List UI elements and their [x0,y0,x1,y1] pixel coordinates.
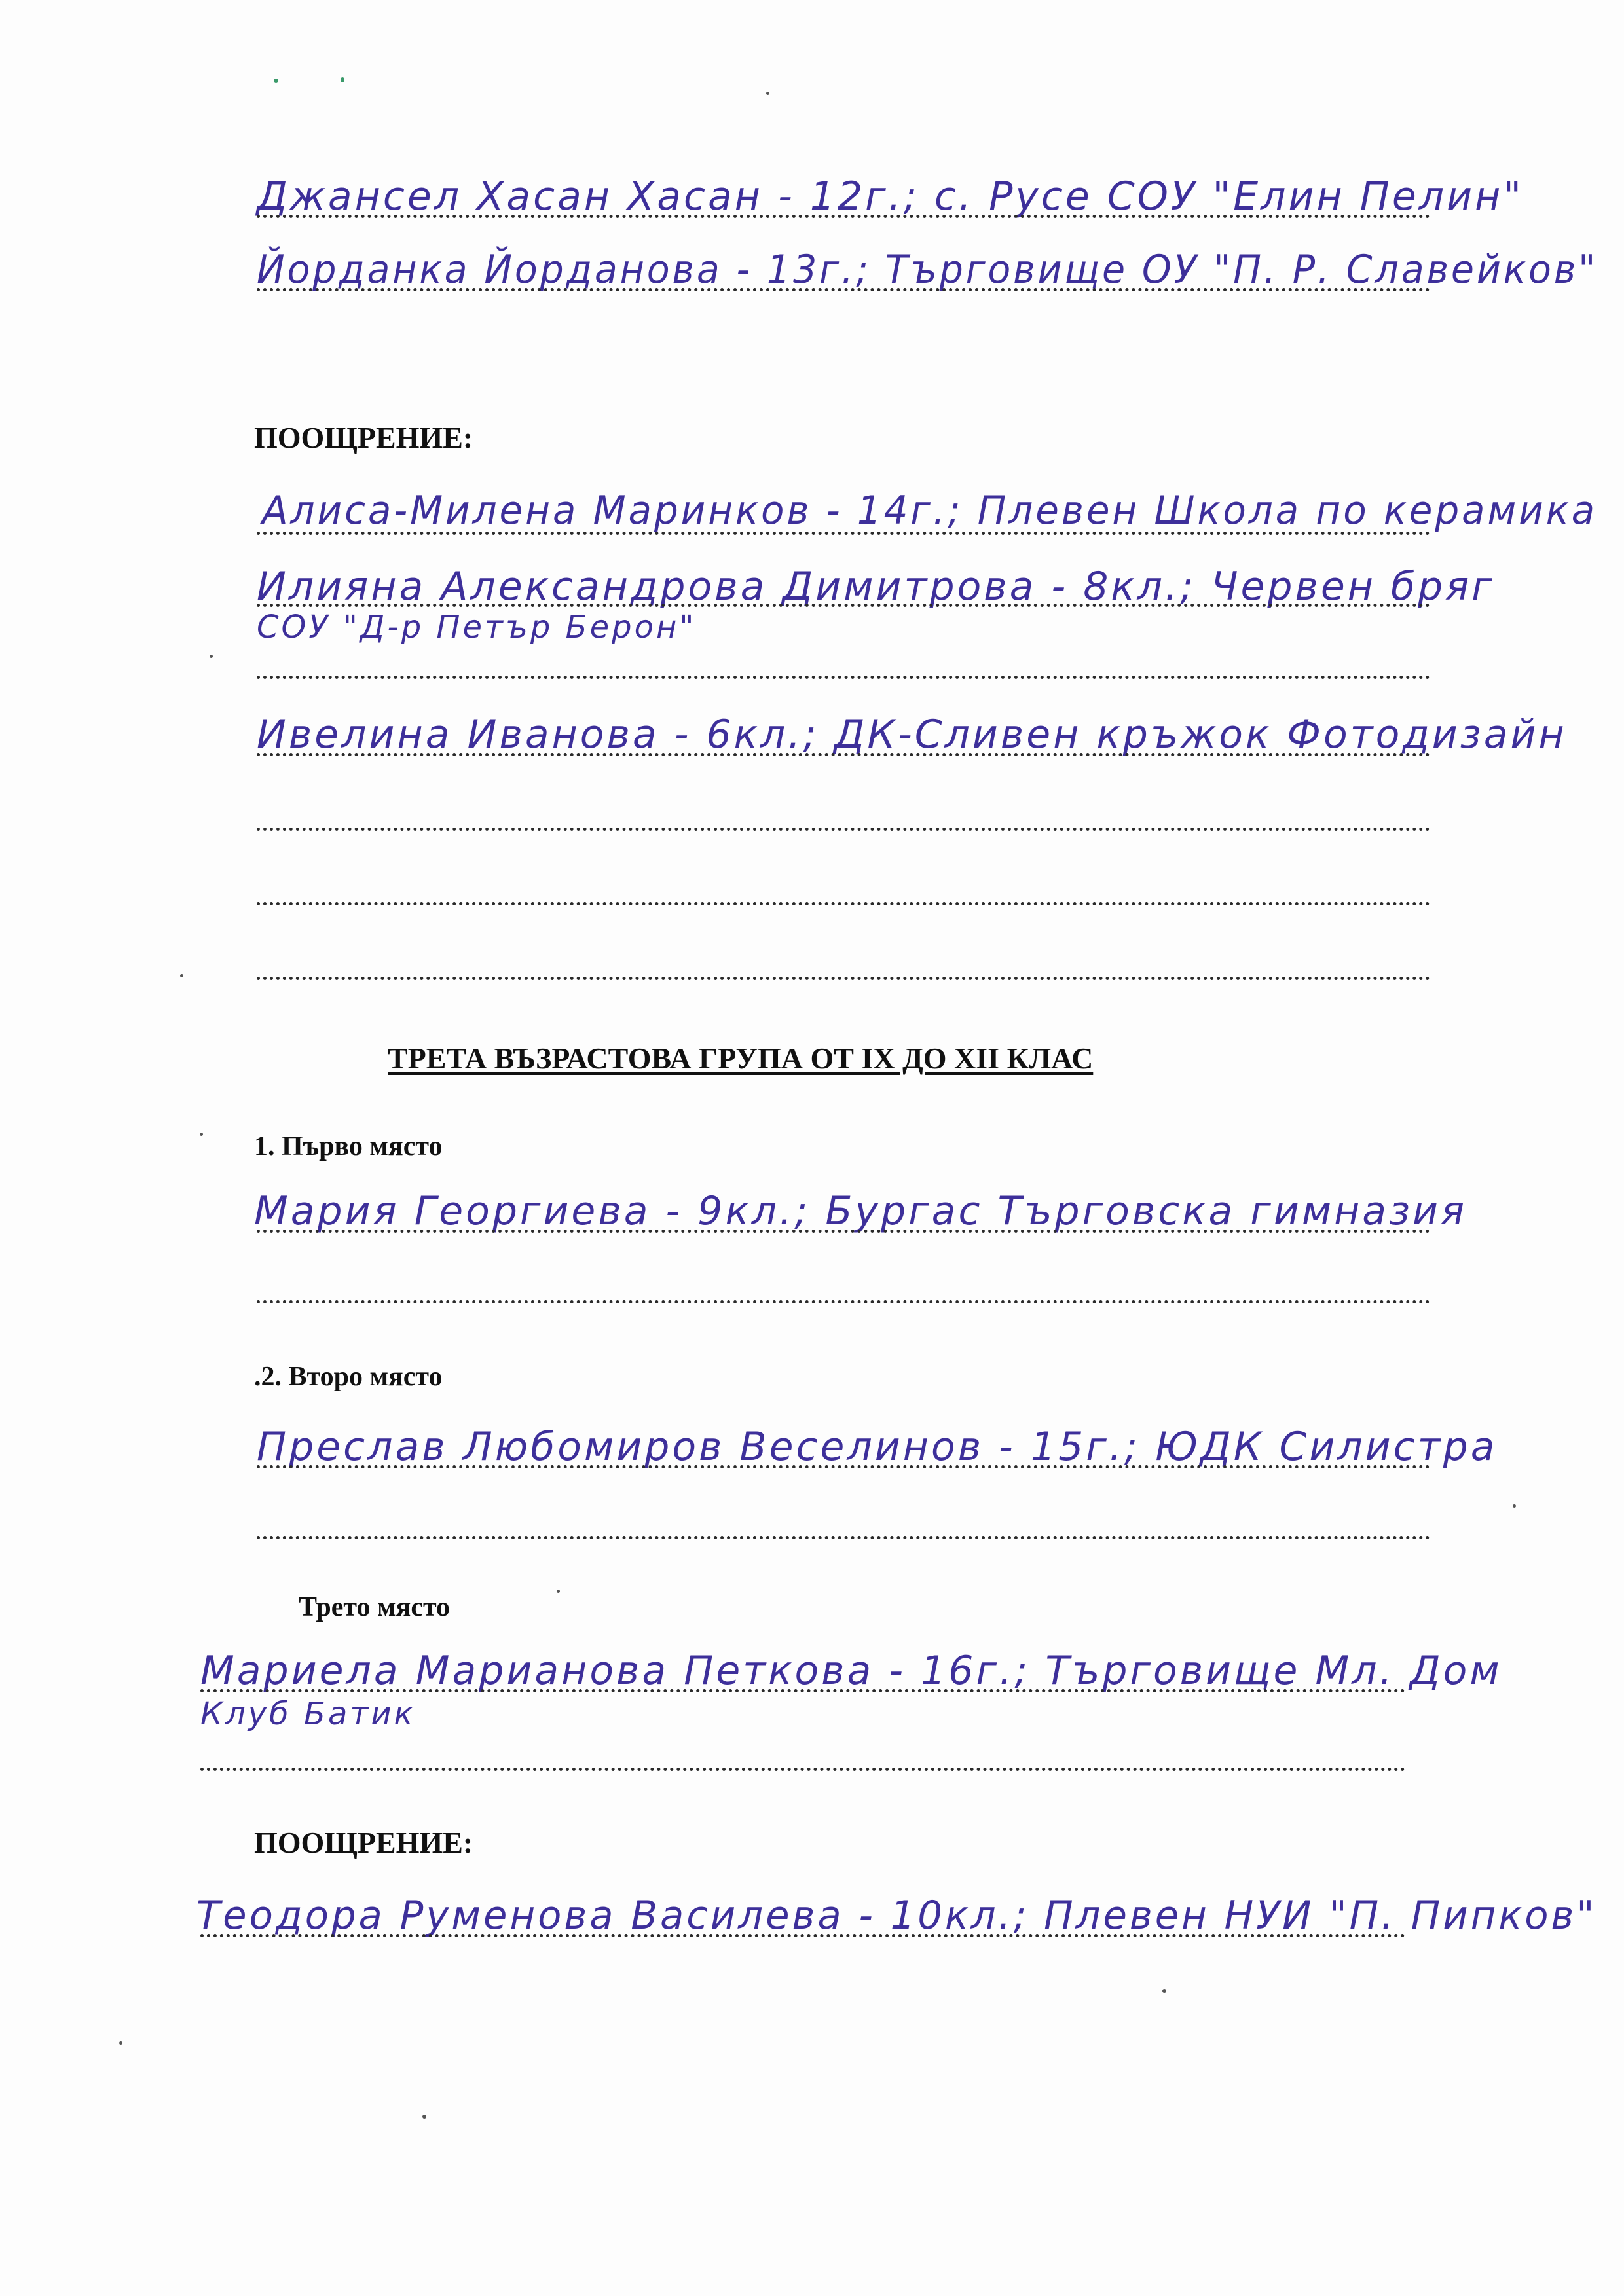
scan-speck [180,974,183,977]
age-group-title: ТРЕТА ВЪЗРАСТОВА ГРУПА ОТ IX ДО XII КЛАС [388,1042,1094,1075]
dotted-line [200,1934,1405,1937]
handwritten-entry: Мария Георгиева - 9кл.; Бургас Търговска гимназия [254,1188,1467,1234]
dotted-line [257,1300,1430,1303]
handwritten-entry: Мариела Марианова Петкова - 16г.; Търговище Мл. Дом [200,1648,1502,1694]
scan-speck [210,655,213,658]
scan-speck [200,1133,203,1136]
scan-speck [766,92,769,95]
dotted-line [257,902,1430,905]
handwritten-entry: Илияна Александрова Димитрова - 8кл.; Червен бряг [257,564,1495,610]
scan-speck [119,2041,122,2045]
handwritten-entry-continuation: СОУ "Д-р Петър Берон" [257,609,697,646]
handwritten-entry: Джансел Хасан Хасан - 12г.; с. Русе СОУ "Елин Пелин" [257,173,1524,219]
dotted-line [200,1768,1405,1771]
handwritten-entry: Преслав Любомиров Веселинов - 15г.; ЮДК Силистра [257,1424,1498,1470]
section-heading-encouragement: ПООЩРЕНИЕ: [254,421,473,454]
section-heading-encouragement: ПООЩРЕНИЕ: [254,1826,473,1859]
handwritten-entry: Ивелина Иванова - 6кл.; ДК-Сливен кръжок Фотодизайн [257,712,1567,757]
dotted-line [257,288,1430,291]
dotted-line [200,1689,1405,1692]
dotted-line [257,1465,1430,1468]
scan-speck [341,77,344,82]
dotted-line [257,1230,1430,1233]
handwritten-entry: Теодора Руменова Василева - 10кл.; Плевен НУИ "П. Пипков" [196,1893,1597,1939]
dotted-line [257,1536,1430,1539]
dotted-line [257,532,1430,535]
dotted-line [257,977,1430,980]
handwritten-entry: Алиса-Милена Маринков - 14г.; Плевен Школа по керамика [262,488,1598,534]
scan-speck [1513,1504,1516,1508]
handwritten-entry: Йорданка Йорданова - 13г.; Търговище ОУ "П. Р. Славейков" [257,247,1598,293]
third-place-label: Трето място [299,1592,451,1622]
scan-speck [422,2115,426,2119]
dotted-line [257,215,1430,218]
scan-speck [1162,1989,1166,1993]
second-place-label: .2. Второ място [254,1362,443,1392]
handwritten-entry-continuation: Клуб Батик [200,1696,416,1732]
scan-speck [274,79,278,83]
first-place-label: 1. Първо място [254,1131,443,1161]
dotted-line [257,676,1430,679]
scan-speck [557,1590,560,1593]
dotted-line [257,828,1430,831]
dotted-line [257,604,1430,607]
dotted-line [257,753,1430,756]
